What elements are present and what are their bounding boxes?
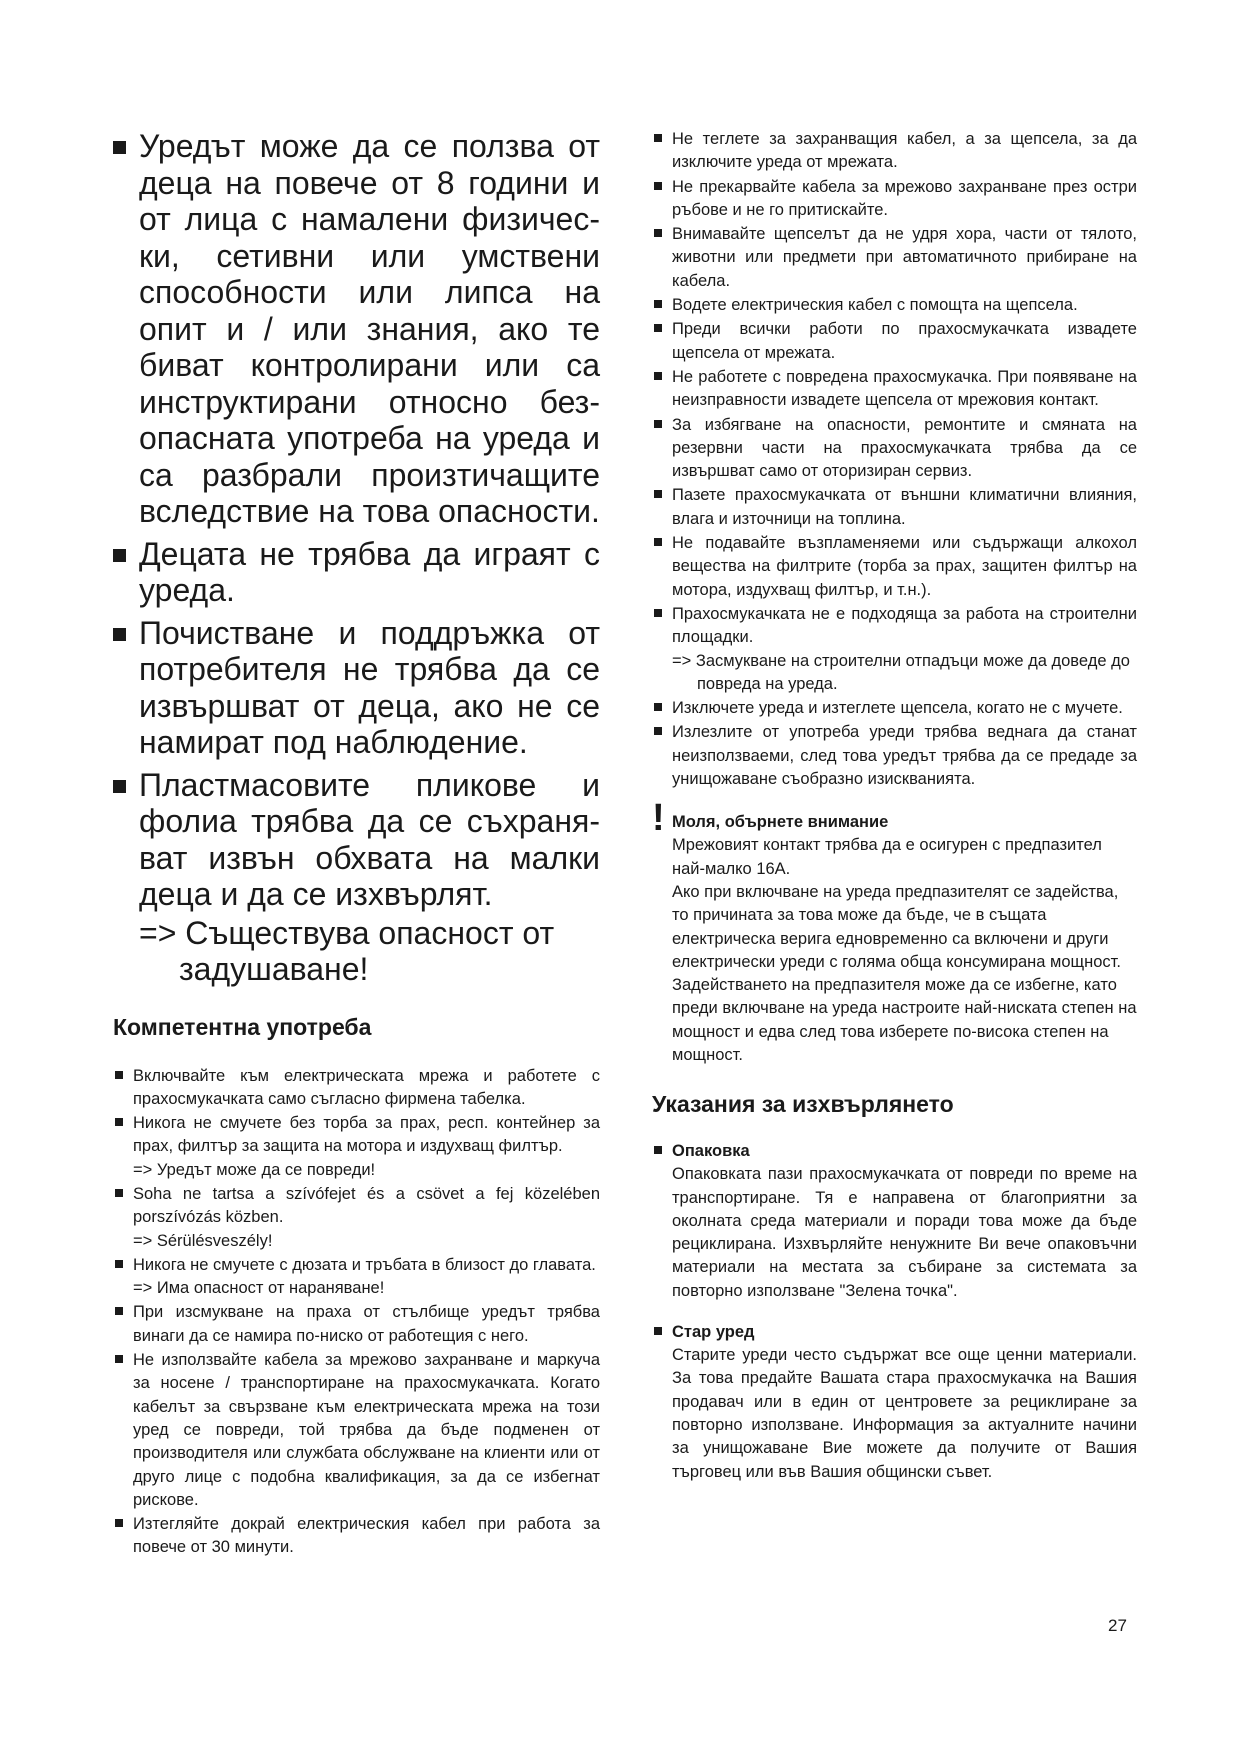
disposal-item-title: Опаковка	[672, 1142, 750, 1161]
list-item-text: За избягване на опасности, ремонтите и смяната на резервни части на прахосмукачката трябва да се извършват само от оторизиран сервиз.	[672, 415, 1137, 481]
bullet-square-icon	[654, 1146, 662, 1154]
list-item	[652, 697, 1137, 720]
list-item-text: Внимавайте щепселът да не удря хора, части от тялото, животни или предмети при автоматичното прибиране на кабела.	[672, 225, 1137, 290]
bullet-square-icon	[654, 372, 662, 380]
bullet-square-icon	[115, 1118, 123, 1126]
list-item	[652, 223, 1137, 293]
bullet-square-icon	[654, 324, 662, 332]
bullet-square-icon	[113, 549, 126, 562]
disposal-item-text: Старите уреди често съдържат все още ценни материали. За това предайте Вашата стара прахосмукачка на Вашия продавач или в един от центровете за рециклиране за повторно използване. Информация за актуалните начини за унищожаване Вие можете да получите от Вашия търговец или във Вашия общински съвет.	[672, 1346, 1137, 1481]
bullet-square-icon	[115, 1189, 123, 1197]
list-item-text: Никога не смучете с дюзата и тръбата в близост до главата.	[133, 1255, 596, 1274]
list-item-text: Никога не смучете без торба за прах, респ. контейнер за прах, филтър за защита на мотора и издухващ филтър.	[133, 1114, 600, 1156]
list-item	[652, 532, 1137, 602]
list-item	[652, 318, 1137, 365]
bullet-square-icon	[654, 538, 662, 546]
bullet-square-icon	[654, 229, 662, 237]
right-column	[652, 128, 1137, 1502]
bullet-square-icon	[654, 134, 662, 142]
list-item	[113, 128, 600, 530]
exclamation-icon: !	[652, 797, 665, 840]
disposal-heading: Указания за изхвърлянето	[652, 1091, 954, 1118]
disposal-item-text: Опаковката пази прахосмукачката от повреди по време на транспортиране. Тя е направена от благоприятни за околната среда материали и поради това може да бъде рециклирана. Изхвърляйте ненужните Ви вече опаковъчни материали на местата за събиране за системата за повторно използване "Зелена точка".	[672, 1165, 1137, 1300]
list-item	[652, 721, 1137, 791]
list-item-text: Не прекарвайте кабела за мрежово захранване през остри ръбове и не го притискайте.	[672, 177, 1137, 219]
list-item-text: Пластмасовите пликове и фолиа трябва да се съхраняват извън обхвата на малки деца и да се изхвърлят.	[139, 766, 600, 912]
bullet-square-icon	[654, 420, 662, 428]
list-item	[113, 1349, 600, 1512]
bullet-square-icon	[113, 780, 126, 793]
list-item-text: Не използвайте кабела за мрежово захранване и маркуча за носене / транспортиране на прахосмукачката. Когато кабелът за свързване към електрическата мрежа на този уред се повреди, той трябва да бъде подменен от производителя или службата обслужване на клиенти или от друго лице с подобна квалификация, за да се избегнат рискове.	[133, 1351, 600, 1509]
list-item	[652, 128, 1137, 175]
notice-title: Моля, обърнете внимание	[672, 813, 889, 832]
disposal-item-packaging	[652, 1140, 1137, 1303]
bullet-square-icon	[115, 1071, 123, 1079]
bullet-square-icon	[654, 1327, 662, 1335]
disposal-item-title: Стар уред	[672, 1323, 755, 1342]
bullet-square-icon	[115, 1355, 123, 1363]
disposal-item-old-appliance	[652, 1321, 1137, 1484]
list-item	[113, 536, 600, 609]
list-item	[652, 484, 1137, 531]
list-item	[113, 1112, 600, 1182]
safety-list-small	[652, 128, 1137, 791]
list-item-text: Преди всички работи по прахосмукачката извадете щепсела от мрежата.	[672, 320, 1137, 362]
notice-paragraph: Мрежовият контакт трябва да е осигурен с предпазител най-малко 16A.	[672, 836, 1102, 878]
list-item-text: Водете електрическия кабел с помощта на щепсела.	[672, 296, 1078, 315]
list-item-text: Децата не трябва да играят с уреда.	[139, 535, 600, 608]
bullet-square-icon	[113, 141, 126, 154]
list-item-note: => Засмукване на строителни отпадъци може да доведе до повреда на уреда.	[672, 651, 1130, 693]
left-column	[113, 128, 600, 1561]
list-item-text: Не работете с повредена прахосмукачка. При появяване на неизправности извадете щепсела от мрежовия контакт.	[672, 367, 1137, 410]
list-item-text: Излезлите от употреба уреди трябва веднага да станат неизползваеми, след това уредът трябва да се предаде за унищожаване съобразно изискванията.	[672, 723, 1137, 789]
safety-list-large	[113, 128, 600, 988]
competent-use-heading: Компетентна употреба	[113, 1013, 372, 1040]
list-item	[113, 1183, 600, 1253]
notice-paragraph: Задействането на предпазителя може да се избегне, като преди включване на уреда настроите най-ниската степен на мощност и едва след това изберете по-висока степен на мощност.	[672, 976, 1137, 1064]
attention-notice	[652, 797, 1137, 1067]
bullet-square-icon	[654, 703, 662, 711]
list-item-text: Изключете уреда и изтеглете щепсела, когато не с мучете.	[672, 699, 1123, 718]
list-item	[113, 767, 600, 988]
list-item	[652, 294, 1137, 317]
list-item-text: Почистване и поддръжка от потребителя не трябва да се извършват от деца, ако не се намират под наблюдение.	[139, 614, 600, 760]
list-item	[652, 414, 1137, 484]
list-item-text: При изсмукване на праха от стълбище уредът трябва винаги да се намира по-ниско от работещия с него.	[133, 1303, 600, 1345]
list-item-text: Уредът може да се ползва от деца на повече от 8 години и от лица с намалени физически, сетивни или умствени способности или липса на опит и / или знания, ако те биват контролирани или са инструктирани относно безопасната употреба на уреда и са разбрали произтичащите вследствие на това опасности.	[139, 128, 600, 529]
list-item	[113, 1513, 600, 1560]
bullet-square-icon	[654, 300, 662, 308]
list-item-text: Soha ne tartsa a szívófejet és a csövet a fej közelében porszívózás közben.	[133, 1184, 600, 1227]
list-item	[113, 1065, 600, 1112]
list-item-text: Не подавайте възпламеняеми или съдържащи алкохол вещества на филтрите (торба за прах, защитен филтър на мотора, издухващ филтър, и т.н.).	[672, 534, 1137, 599]
list-item-text: Не теглете за захранващия кабел, а за щепсела, за да изключите уреда от мрежата.	[672, 130, 1137, 172]
list-item	[113, 615, 600, 761]
list-item-text: Прахосмукачката не е подходяща за работа на строителни площадки.	[672, 604, 1137, 647]
bullet-square-icon	[654, 609, 662, 617]
list-item	[113, 1254, 600, 1301]
bullet-square-icon	[115, 1260, 123, 1268]
bullet-square-icon	[654, 182, 662, 190]
page-number: 27	[1108, 1616, 1127, 1635]
competent-use-list	[113, 1065, 600, 1560]
list-item-text: Пазете прахосмукачката от външни климатични влияния, влага и източници на топлина.	[672, 486, 1137, 528]
bullet-square-icon	[115, 1307, 123, 1315]
bullet-square-icon	[654, 727, 662, 735]
list-item-note: => Има опасност от нараняване!	[133, 1279, 385, 1298]
list-item-note: => Съществува опасност от задушаване!	[139, 914, 555, 987]
list-item-text: Включвайте към електрическата мрежа и работете с прахосмукачката само съгласно фирмена табелка.	[133, 1066, 600, 1108]
notice-paragraph: Ако при включване на уреда предпазителят се задейства, то причината за това може да бъде, че в същата електрическа верига едновременно са включени и други електрически уреди с голяма обща консумирана мощност.	[672, 882, 1121, 971]
bullet-square-icon	[113, 628, 126, 641]
list-item	[652, 603, 1137, 696]
list-item-note: => Sérülésveszély!	[133, 1231, 273, 1250]
list-item	[652, 176, 1137, 223]
bullet-square-icon	[115, 1519, 123, 1527]
list-item	[113, 1301, 600, 1348]
list-item-text: Изтегляйте докрай електрическия кабел при работа за повече от 30 минути.	[133, 1515, 600, 1557]
list-item	[652, 366, 1137, 413]
list-item-note: => Уредът може да се повреди!	[133, 1160, 376, 1179]
bullet-square-icon	[654, 490, 662, 498]
